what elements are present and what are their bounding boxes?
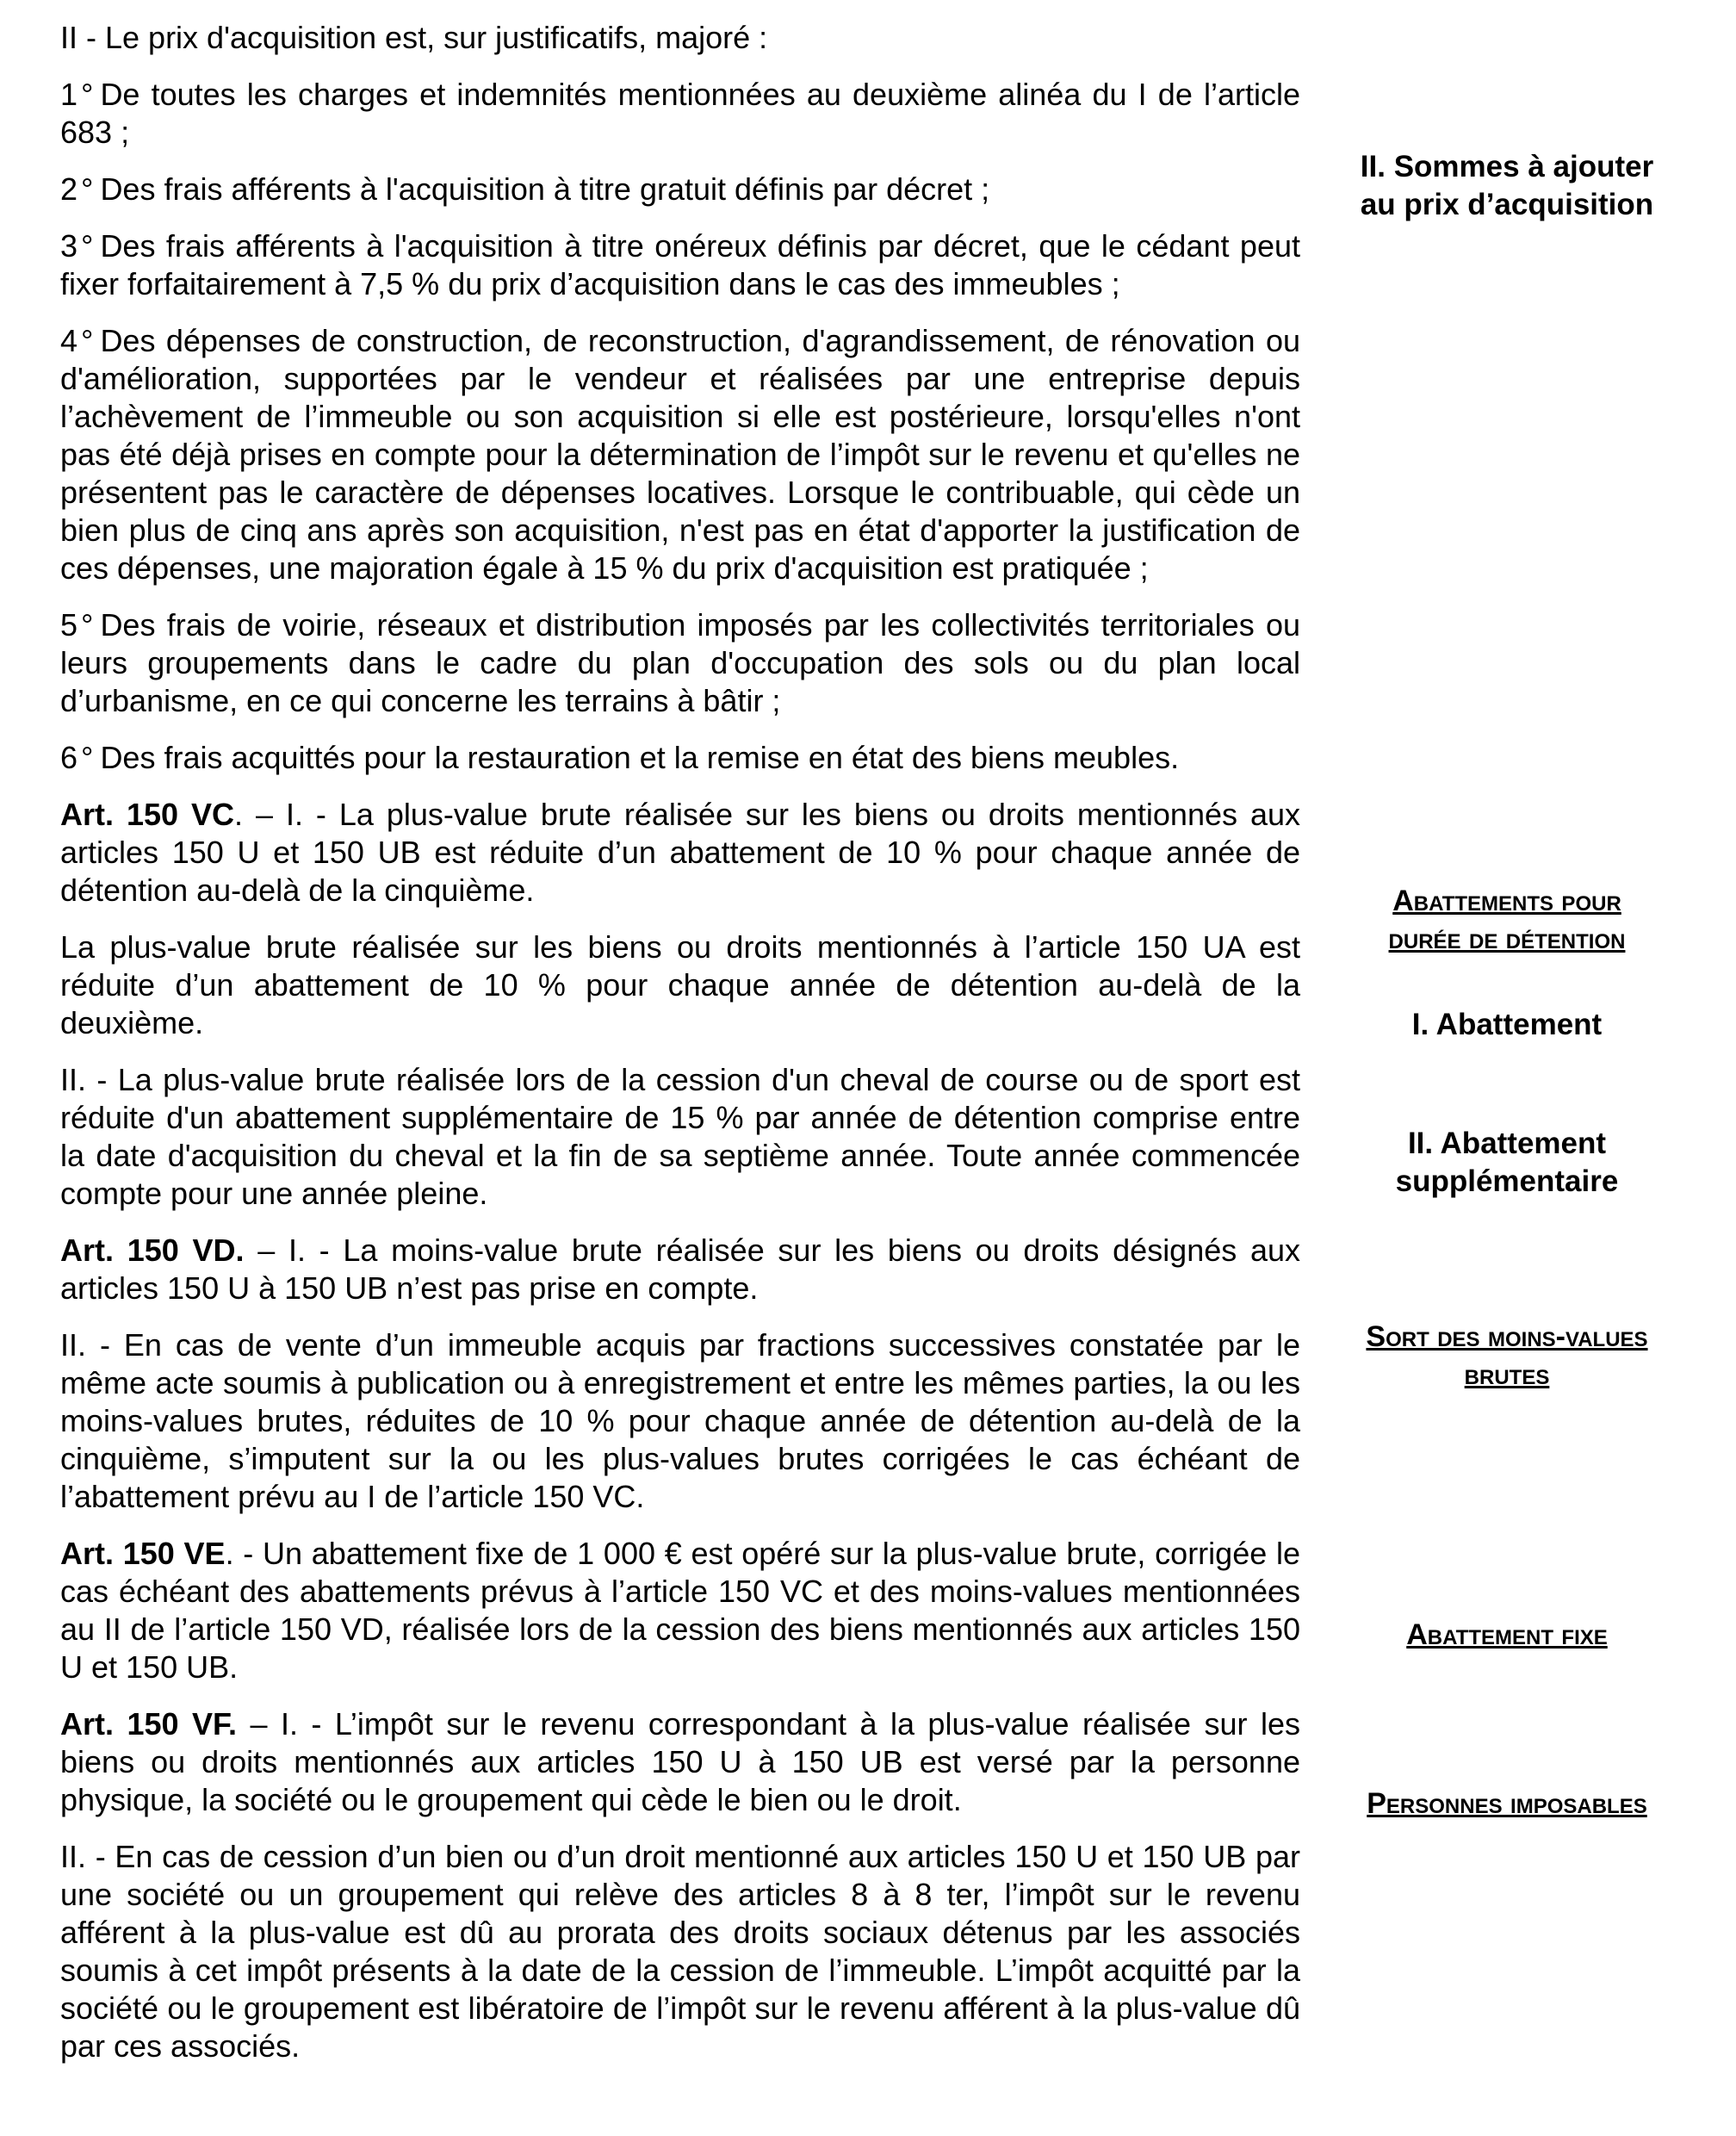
- paragraph-art-150-vf-ii: II. - En cas de cession d’un bien ou d’un droit mentionné aux articles 150 U et 150 UB par une société ou un groupement qui relève des articles 8 à 8 ter, l’impôt sur le revenu afférent à la plus-value est dû au prorata des droits sociaux détenus par les associés soumis à cet impôt présents à la date de la cession de l’immeuble. L’impôt acquitté par la société ou le groupement est libératoire de l’impôt sur le revenu afférent à la plus-value dû par ces associés.: [60, 1839, 1300, 2064]
- item-number: 5: [60, 607, 78, 643]
- paragraph-art-150-vc-2: La plus-value brute réalisée sur les biens ou droits mentionnés à l’article 150 UA est réduite d’un abattement de 10 % pour chaque année de détention au-delà de la deuxième.: [60, 929, 1300, 1040]
- paragraph-item-1: 1 ° De toutes les charges et indemnités mentionnées au deuxième alinéa du I de l’article 683 ;: [60, 77, 1300, 150]
- margin-note-sommes: II. Sommes à ajouter au prix d’acquisition: [1360, 150, 1654, 221]
- paragraph-item-3: 3 ° Des frais afférents à l'acquisition à titre onéreux définis par décret, que le cédant peut fixer forfaitairement à 7,5 % du prix d’acquisition dans le cas des immeubles ;: [60, 228, 1300, 301]
- paragraph-item-4: 4 ° Des dépenses de construction, de reconstruction, d'agrandissement, de rénovation ou d'amélioration, supportées par le vendeur et réalisées par une entreprise depuis l’achèvement de l’immeuble ou son acquisition si elle est postérieure, lorsqu'elles n'ont pas été déjà prises en compte pour la détermination de l’impôt sur le revenu et qu'elles ne présentent pas le caractère de dépenses locatives. Lorsque le contribuable, qui cède un bien plus de cinq ans après son acquisition, n'est pas en état d'apporter la justification de ces dépenses, une majoration égale à 15 % du prix d'acquisition est pratiquée ;: [60, 323, 1300, 586]
- margin-heading-abattements: Abattements pour durée de détention: [1388, 885, 1626, 955]
- article-reference: Art. 150 VF.: [60, 1706, 237, 1742]
- paragraph-art-150-vc: Art. 150 VC. – I. - La plus-value brute réalisée sur les biens ou droits mentionnés aux articles 150 U et 150 UB est réduite d’un abattement de 10 % pour chaque année de détention au-delà de la cinquième.: [60, 797, 1300, 908]
- article-reference: Art. 150 VE: [60, 1536, 226, 1571]
- item-number: 3: [60, 228, 78, 264]
- margin-note-abattement-ii: II. Abattement supplémentaire: [1395, 1127, 1619, 1198]
- paragraph-item-2: 2 ° Des frais afférents à l'acquisition à titre gratuit définis par décret ;: [60, 171, 990, 207]
- margin-heading-personnes-imposables: Personnes imposables: [1367, 1787, 1647, 1820]
- paragraph-art-150-vc-ii: II. - La plus-value brute réalisée lors de la cession d'un cheval de course ou de sport est réduite d'un abattement supplémentaire de 15 % par année de détention comprise entre la date d'acquisition du cheval et la fin de sa septième année. Toute année commencée compte pour une année pleine.: [60, 1062, 1300, 1211]
- paragraph-art-150-vd: Art. 150 VD. – I. - La moins-value brute réalisée sur les biens ou droits désignés aux articles 150 U à 150 UB n’est pas prise en compte.: [60, 1233, 1301, 1306]
- item-number: 1: [60, 77, 78, 112]
- item-number: 4: [60, 323, 78, 358]
- article-reference: Art. 150 VC: [60, 797, 234, 832]
- paragraph-art-150-vd-ii: II. - En cas de vente d’un immeuble acquis par fractions successives constatée par le même acte soumis à publication ou à enregistrement et entre les mêmes parties, la ou les moins-values brutes, réduites de 10 % pour chaque année de détention au-delà de la cinquième, s’imputent sur la ou les plus-values brutes corrigées le cas échéant de l’abattement prévu au I de l’article 150 VC.: [60, 1327, 1300, 1514]
- margin-note-abattement-i: I. Abattement: [1411, 1008, 1603, 1041]
- paragraph-intro: II - Le prix d'acquisition est, sur justificatifs, majoré :: [60, 20, 768, 55]
- paragraph-art-150-ve: Art. 150 VE. - Un abattement fixe de 1 000 € est opéré sur la plus-value brute, corrigée le cas échéant des abattements prévus à l’article 150 VC et des moins-values mentionnées au II de l’article 150 VD, réalisée lors de la cession des biens mentionnés aux articles 150 U et 150 UB.: [60, 1536, 1300, 1685]
- item-number: 6: [60, 740, 78, 775]
- paragraph-art-150-vf: Art. 150 VF. – I. - L’impôt sur le revenu correspondant à la plus-value réalisée sur les biens ou droits mentionnés aux articles 150 U à 150 UB est versé par la personne physique, la société ou le groupement qui cède le bien ou le droit.: [60, 1706, 1300, 1817]
- article-reference: Art. 150 VD.: [60, 1233, 245, 1268]
- margin-heading-sort-moins-values: Sort des moins-values brutes: [1366, 1320, 1648, 1391]
- paragraph-item-6: 6 ° Des frais acquittés pour la restauration et la remise en état des biens meubles.: [60, 740, 1180, 775]
- paragraph-item-5: 5 ° Des frais de voirie, réseaux et distribution imposés par les collectivités territoriales ou leurs groupements dans le cadre du plan d'occupation des sols ou du plan local d’urbanisme, en ce qui concerne les terrains à bâtir ;: [60, 607, 1300, 718]
- main-text-column: [60, 19, 1300, 2084]
- margin-heading-abattement-fixe: Abattement fixe: [1406, 1618, 1608, 1651]
- item-number: 2: [60, 171, 78, 207]
